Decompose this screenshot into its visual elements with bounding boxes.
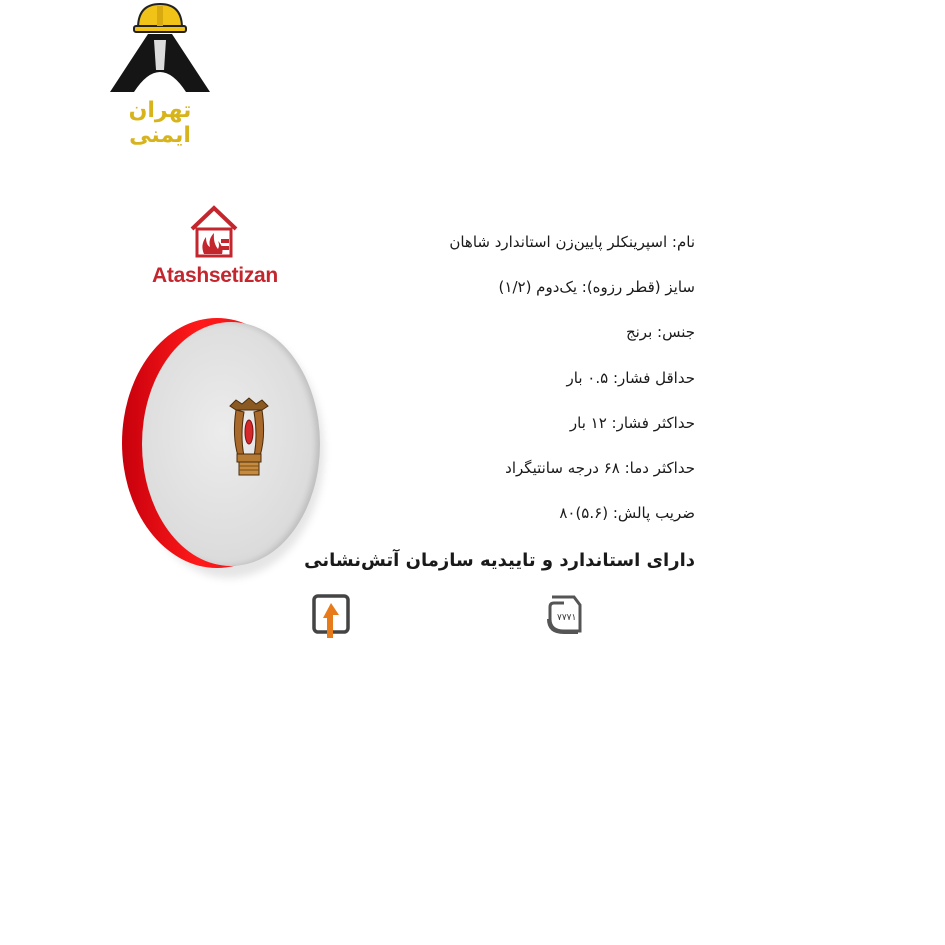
house-flame-icon xyxy=(188,205,240,259)
manufacturer-logo xyxy=(150,205,280,295)
sprinkler-icon xyxy=(228,396,270,478)
brand-logo xyxy=(95,0,225,148)
spec-list xyxy=(275,226,695,542)
svg-text:۷۷۷۱: ۷۷۷۱ xyxy=(557,613,577,623)
spec-size: سایز (قطر رزوه): یک‌دوم (۱/۲) xyxy=(498,278,695,297)
manufacturer-name: Atashsetizan xyxy=(152,264,278,287)
national-standard-mark-icon xyxy=(544,593,584,637)
spec-name: نام: اسپرینکلر پایین‌زن استاندارد شاهان xyxy=(449,233,695,251)
spec-max-temperature: حداکثر دما: ۶۸ درجه سانتیگراد xyxy=(505,458,695,477)
tower-helmet-icon xyxy=(100,0,220,95)
spec-material: جنس: برنج xyxy=(625,323,695,342)
spec-min-pressure: حداقل فشار: ۰.۵ بار xyxy=(566,368,695,387)
fire-department-badge-icon xyxy=(312,594,350,642)
brand-name: تهران ایمنی xyxy=(128,98,192,148)
spec-k-factor: ضریب پالش: (۵.۶)۸۰ xyxy=(559,504,695,523)
approval-statement: دارای استاندارد و تاییدیه سازمان آتش‌نشانی xyxy=(304,550,695,571)
spec-max-pressure: حداکثر فشار: ۱۲ بار xyxy=(569,413,695,432)
